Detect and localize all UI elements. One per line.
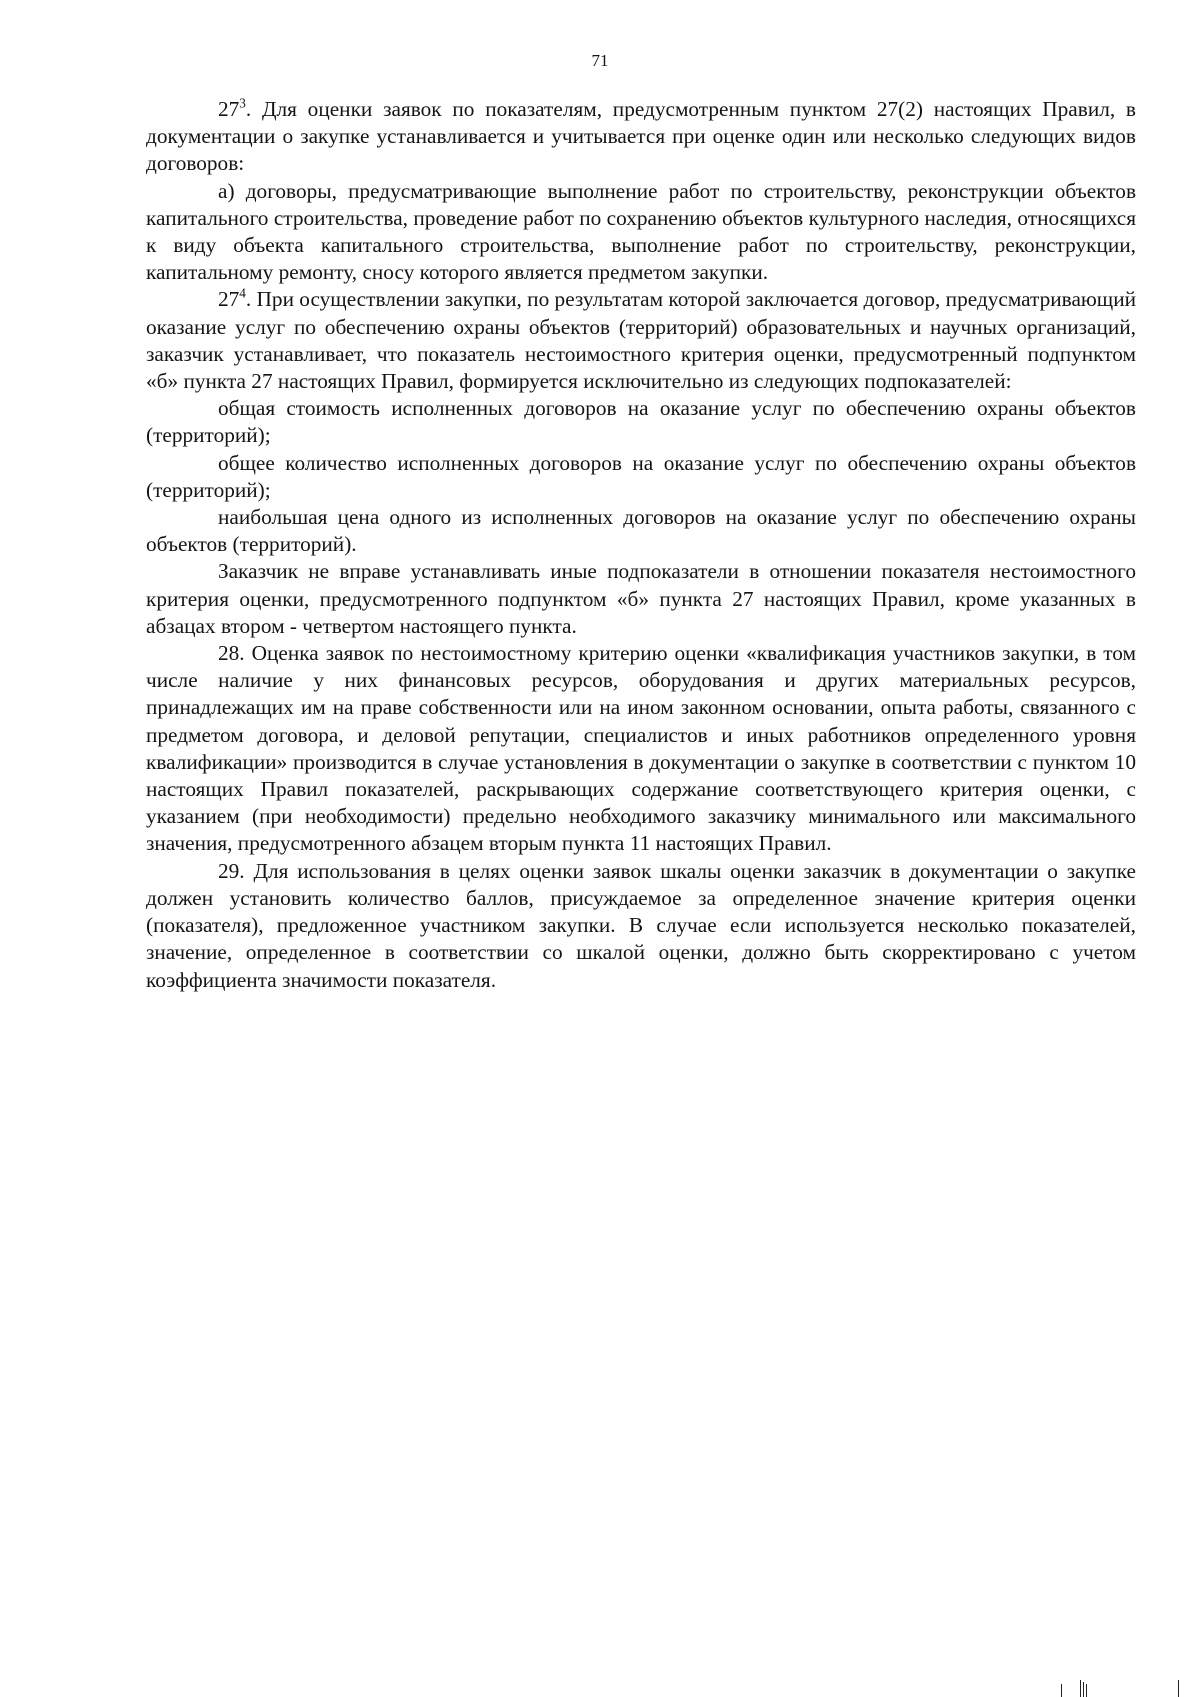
paragraph-text: 29. Для использования в целях оценки заявок шкалы оценки заказчик в документации о закупке должен установить количество баллов, присуждаемое за определенное значение критерия оценки (показателя), предложенное участником закупки. В случае если используется несколько показателей, значение, определенное в соответствии со шкалой оценки, должно быть скорректировано с учетом коэффициента значимости показателя. [146, 858, 1136, 992]
paragraph-text: . Для оценки заявок по показателям, предусмотренным пунктом 27(2) настоящих Правил, в документации о закупке устанавливается и учитывается при оценке один или несколько следующих видов договоров: [146, 97, 1136, 176]
paragraph-text: 28. Оценка заявок по нестоимостному критерию оценки «квалификация участников закупки, в том числе наличие у них финансовых ресурсов, оборудования и других материальных ресурсов, принадлежащих им на праве собственности или на ином законном основании, опыта работы, связанного с предметом договора, и деловой репутации, специалистов и иных работников определенного уровня квалификации» производится в случае установления в документации о закупке в соответствии с пунктом 10 настоящих Правил показателей, раскрывающих содержание соответствующего критерия оценки, с указанием (при необходимости) предельно необходимого заказчику минимального или максимального значения, предусмотренного абзацем вторым пункта 11 настоящих Правил. [146, 641, 1136, 856]
scan-artifact [1178, 1680, 1179, 1697]
scan-artifact [1086, 1684, 1087, 1697]
paragraph-text: Заказчик не вправе устанавливать иные подпоказатели в отношении показателя нестоимостного критерия оценки, предусмотренного подпунктом «б» пункта 27 настоящих Правил, кроме указанных в абзацах втором - четвертом настоящего пункта. [146, 559, 1136, 638]
paragraph-text: общее количество исполненных договоров на оказание услуг по обеспечению охраны объектов (территорий); [146, 450, 1136, 502]
clause-superscript: 4 [239, 285, 246, 301]
paragraph-text: а) договоры, предусматривающие выполнение работ по строительству, реконструкции объектов капитального строительства, проведение работ по сохранению объектов культурного наследия, относящихся к виду объекта капитального строительства, выполнение работ по строительству, реконструкции, капитальному ремонту, сносу которого является предметом закупки. [146, 178, 1136, 285]
clause-number: 27 [218, 287, 240, 312]
paragraph-text: наибольшая цена одного из исполненных договоров на оказание услуг по обеспечению охраны объектов (территорий). [146, 505, 1136, 557]
paragraph-text: . При осуществлении закупки, по результатам которой заключается договор, предусматривающий оказание услуг по обеспечению охраны объектов (территорий) образовательных и научных организаций, заказчик устанавливает, что показатель нестоимостного критерия оценки, предусмотренный подпунктом «б» пункта 27 настоящих Правил, формируется исключительно из следующих подпоказателей: [146, 287, 1136, 394]
paragraph-27-3-a [146, 178, 1136, 287]
paragraph-27-4-item-2 [146, 450, 1136, 504]
paragraph-29 [146, 858, 1136, 994]
paragraph-27-4-item-3 [146, 504, 1136, 558]
scan-artifact [1061, 1684, 1062, 1697]
paragraph-27-4 [146, 286, 1136, 395]
document-body [146, 96, 1136, 994]
clause-number: 27 [218, 97, 240, 121]
paragraph-27-4-restriction [146, 558, 1136, 640]
paragraph-text: общая стоимость исполненных договоров на оказание услуг по обеспечению охраны объектов (территорий); [146, 396, 1136, 448]
paragraph-28 [146, 640, 1136, 858]
scan-artifact [1080, 1680, 1081, 1697]
scan-artifact [1083, 1682, 1084, 1697]
paragraph-27-4-item-1 [146, 395, 1136, 449]
clause-superscript: 3 [239, 95, 246, 111]
paragraph-27-3 [146, 96, 1136, 178]
page-number: 71 [591, 51, 609, 70]
